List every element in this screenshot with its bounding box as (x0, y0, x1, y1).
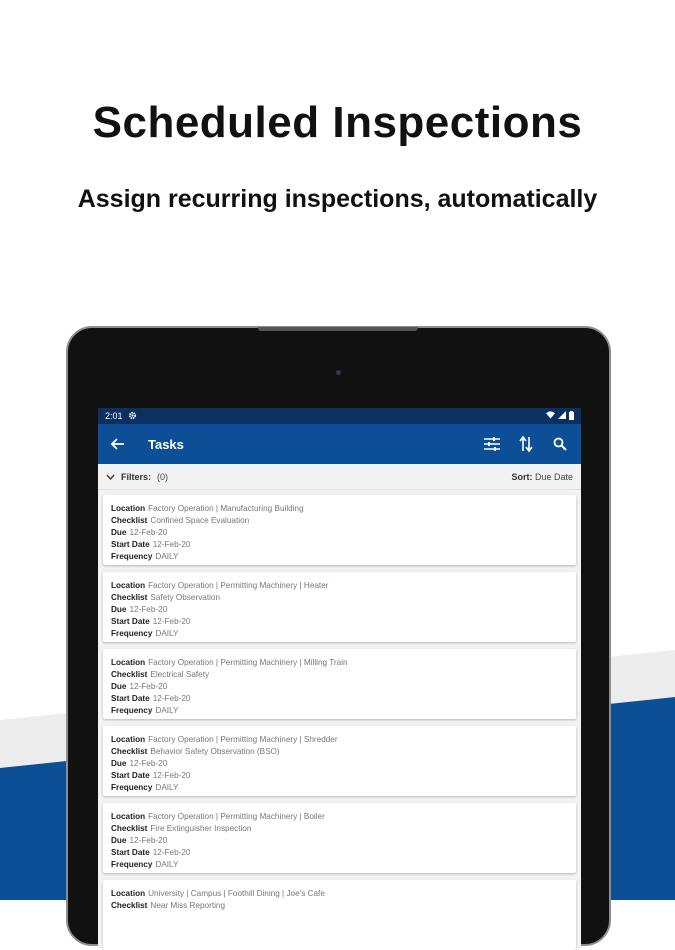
frequency-label: Frequency (111, 860, 153, 869)
task-location: Factory Operation | Permitting Machinery | Milling Train (148, 658, 348, 667)
task-frequency: DAILY (155, 783, 179, 792)
task-start: 12-Feb-20 (152, 848, 191, 857)
task-checklist: Behavior Safety Observation (BSO) (150, 747, 280, 756)
task-card[interactable] (103, 572, 576, 642)
task-due: 12-Feb-20 (129, 682, 168, 691)
start-date-label: Start Date (111, 771, 150, 780)
task-due: 12-Feb-20 (129, 836, 168, 845)
checklist-label: Checklist (111, 747, 148, 756)
task-card[interactable] (103, 649, 576, 719)
frequency-label: Frequency (111, 629, 153, 638)
tablet-notch (258, 327, 418, 331)
task-location: University | Campus | Foothill Dining | Joe's Cafe (148, 889, 325, 898)
location-label: Location (111, 735, 146, 744)
start-date-label: Start Date (111, 694, 150, 703)
battery-icon (569, 411, 574, 422)
due-label: Due (111, 605, 127, 614)
due-label: Due (111, 836, 127, 845)
task-frequency: DAILY (155, 552, 179, 561)
due-label: Due (111, 528, 127, 537)
task-start: 12-Feb-20 (152, 771, 191, 780)
checklist-label: Checklist (111, 901, 148, 910)
gear-icon (128, 411, 137, 422)
task-start: 12-Feb-20 (152, 617, 191, 626)
checklist-label: Checklist (111, 670, 148, 679)
task-frequency: DAILY (155, 629, 179, 638)
tablet-frame (66, 326, 611, 946)
sort-label: Sort: (511, 471, 533, 482)
task-card[interactable] (103, 495, 576, 565)
sort-value: Due Date (534, 471, 573, 482)
task-card[interactable] (103, 880, 576, 950)
task-start: 12-Feb-20 (152, 694, 191, 703)
search-icon[interactable] (551, 435, 569, 453)
filters-label: Filters: (121, 471, 152, 482)
task-location: Factory Operation | Permitting Machinery | Heater (148, 581, 329, 590)
task-due: 12-Feb-20 (129, 528, 168, 537)
task-checklist: Electrical Safety (150, 670, 210, 679)
start-date-label: Start Date (111, 848, 150, 857)
location-label: Location (111, 889, 146, 898)
task-card[interactable] (103, 803, 576, 873)
start-date-label: Start Date (111, 540, 150, 549)
location-label: Location (111, 658, 146, 667)
sort-icon[interactable] (517, 435, 535, 453)
due-label: Due (111, 682, 127, 691)
status-time: 2:01 (105, 411, 123, 421)
filters-count: (0) (157, 471, 169, 482)
checklist-label: Checklist (111, 593, 148, 602)
checklist-label: Checklist (111, 824, 148, 833)
promo-subheadline: Assign recurring inspections, automatically (77, 185, 598, 213)
signal-icon (558, 411, 566, 421)
checklist-label: Checklist (111, 516, 148, 525)
task-location: Factory Operation | Permitting Machinery | Shredder (148, 735, 338, 744)
filters-toggle[interactable] (106, 472, 168, 482)
frequency-label: Frequency (111, 706, 153, 715)
chevron-down-icon (106, 472, 115, 482)
task-due: 12-Feb-20 (129, 759, 168, 768)
back-arrow-icon[interactable] (108, 434, 128, 454)
task-frequency: DAILY (155, 706, 179, 715)
task-checklist: Near Miss Reporting (150, 901, 226, 910)
task-card[interactable] (103, 726, 576, 796)
due-label: Due (111, 759, 127, 768)
frequency-label: Frequency (111, 783, 153, 792)
task-start: 12-Feb-20 (152, 540, 191, 549)
task-checklist: Confined Space Evaluation (150, 516, 250, 525)
task-list (98, 490, 581, 950)
sort-control[interactable] (511, 472, 573, 482)
task-location: Factory Operation | Permitting Machinery | Boiler (148, 812, 325, 821)
camera-icon (336, 370, 341, 375)
start-date-label: Start Date (111, 617, 150, 626)
task-location: Factory Operation | Manufacturing Building (148, 504, 304, 513)
frequency-label: Frequency (111, 552, 153, 561)
location-label: Location (111, 581, 146, 590)
page-title: Tasks (148, 436, 184, 452)
task-frequency: DAILY (155, 860, 179, 869)
task-checklist: Fire Extinguisher Inspection (150, 824, 252, 833)
promo-headline: Scheduled Inspections (92, 98, 583, 147)
location-label: Location (111, 504, 146, 513)
task-due: 12-Feb-20 (129, 605, 168, 614)
filter-sliders-icon[interactable] (483, 435, 501, 453)
wifi-icon (546, 411, 555, 421)
app-bar (98, 424, 581, 464)
task-checklist: Safety Observation (150, 593, 221, 602)
app-screen (98, 408, 581, 948)
status-bar (98, 408, 581, 424)
filter-bar (98, 464, 581, 490)
location-label: Location (111, 812, 146, 821)
